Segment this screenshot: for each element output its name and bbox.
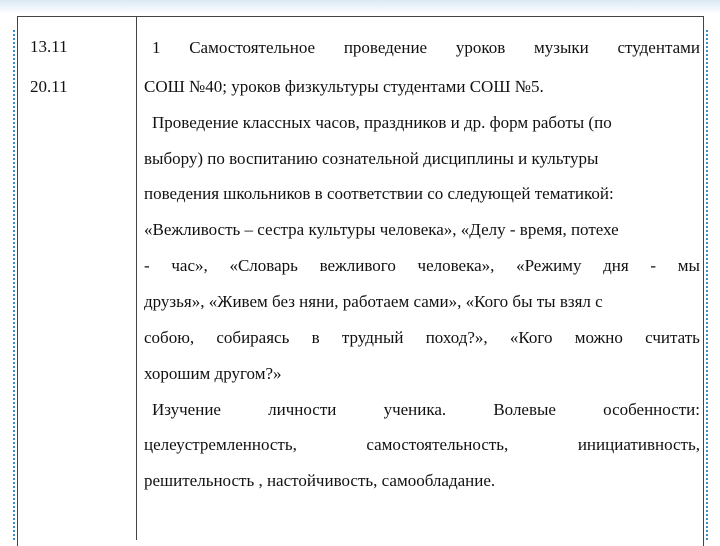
activity-line: хорошим другом?» [144,364,282,383]
activity-line [144,256,700,276]
word: Волевые [493,400,556,419]
date-cell: 20.11 [30,77,68,96]
activity-line [144,328,700,348]
date-cell: 13.11 [30,37,68,56]
word: студентами [617,38,700,57]
activity-line: поведения школьников в соответствии со следующей тематикой: [144,184,614,203]
word: ученика. [383,400,447,419]
word: час», [171,256,208,275]
top-accent-band [0,0,720,14]
activity-line: Проведение классных часов, праздников и др. форм работы (по [152,113,612,132]
right-dotted-edge [706,30,708,540]
word: трудный [341,328,404,347]
word: музыки [533,38,589,57]
word: - [144,256,150,275]
word: вежливого [319,256,396,275]
word: Самостоятельное [189,38,316,57]
word: человека», [417,256,495,275]
word: дня [603,256,629,275]
word: собою, [144,328,195,347]
word: можно [574,328,623,347]
word: - [650,256,657,275]
word: «Режиму [516,256,582,275]
word: уроков [455,38,506,57]
word: самостоятельность, [366,435,509,454]
word: инициативность, [577,435,700,454]
word: проведение [343,38,428,57]
activity-line [152,38,700,58]
word: целеустремленность, [144,435,297,454]
word: мы [677,256,700,275]
activity-line: решительность , настойчивость, самообладание. [144,471,496,490]
word: личности [268,400,337,419]
activity-line: СОШ №40; уроков физкультуры студентами СОШ №5. [144,77,544,96]
word: поход?», [425,328,488,347]
word: 1 [152,38,161,57]
column-divider [136,16,137,540]
word: собираясь [216,328,290,347]
activity-line: друзья», «Живем без няни, работаем сами», «Кого бы ты взял с [144,292,603,311]
word: «Кого [509,328,553,347]
word: в [311,328,320,347]
word: особенности: [603,400,700,419]
word: считать [645,328,700,347]
word: Изучение [152,400,221,419]
word: «Словарь [229,256,298,275]
activity-line: выбору) по воспитанию сознательной дисциплины и культуры [144,149,599,168]
activity-line [144,435,700,455]
activity-line [152,400,700,420]
left-dotted-edge [13,30,15,540]
activity-line: «Вежливость – сестра культуры человека», «Делу - время, потехе [144,220,619,239]
